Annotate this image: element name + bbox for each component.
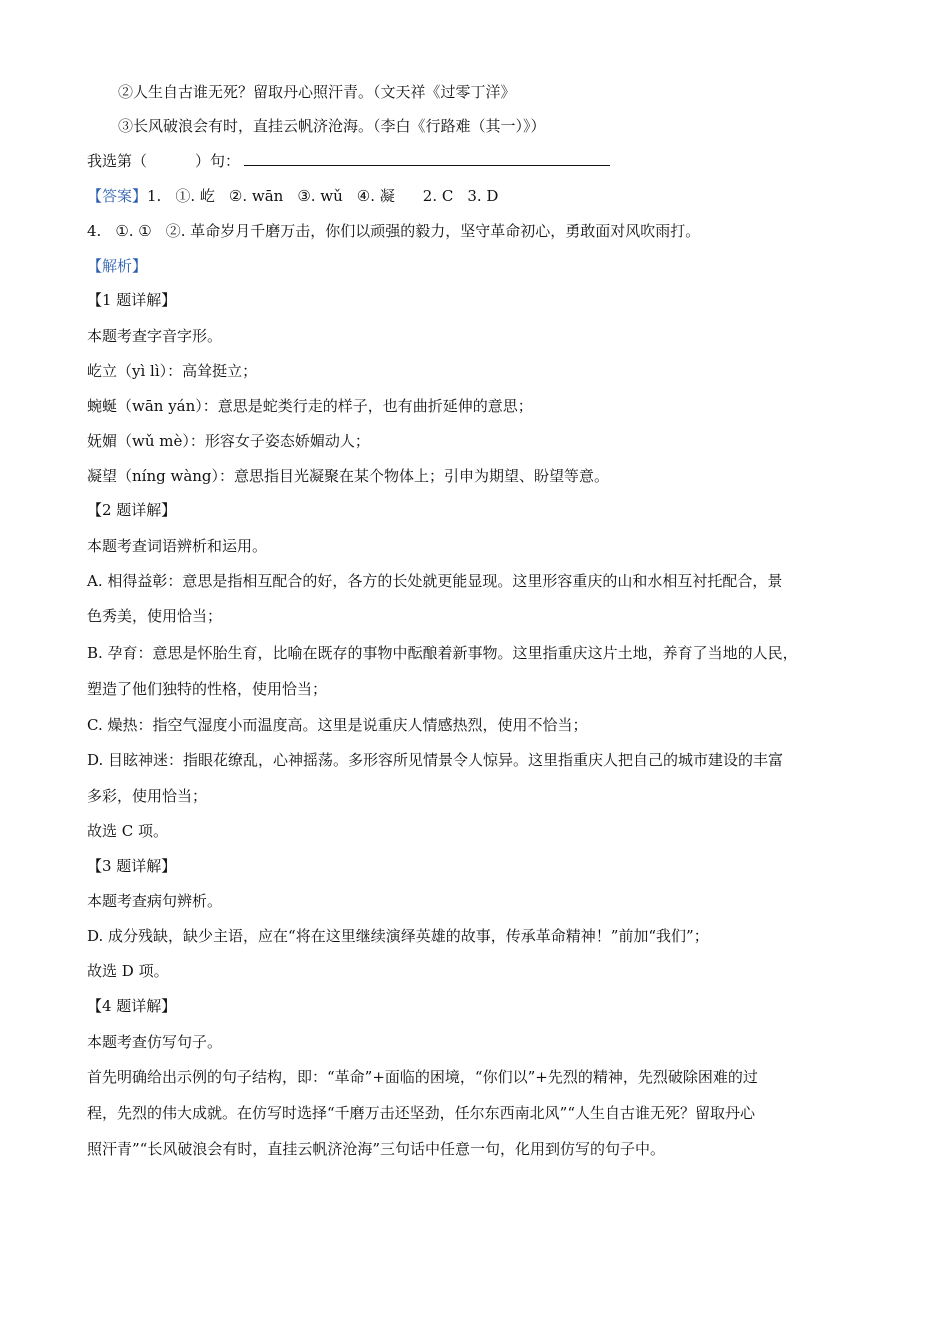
section-3-intro: 本题考查病句辨析。	[87, 892, 223, 910]
section-3-title: 【3 题详解】	[87, 857, 177, 875]
q1-number: 1.	[147, 187, 162, 205]
section-2-option-c: C. 燥热：指空气湿度小而温度高。这里是说重庆人情感热烈，使用不恰当；	[87, 716, 588, 734]
section-2-conclusion: 故选 C 项。	[87, 822, 169, 840]
section-3-option-d: D. 成分残缺，缺少主语，应在“将在这里继续演绎英雄的故事，传承革命精神！”前加“我们”；	[87, 927, 709, 945]
choice-mid: ）句：	[195, 152, 241, 170]
section-2-option-b-2: 塑造了他们独特的性格，使用恰当；	[87, 680, 328, 698]
section-4-intro: 本题考查仿写句子。	[87, 1033, 223, 1051]
choice-line	[87, 150, 610, 171]
section-2-title: 【2 题详解】	[87, 501, 177, 519]
section-1-intro: 本题考查字音字形。	[87, 327, 223, 345]
section-4-paragraph-1: 首先明确给出示例的句子结构，即：“革命”+面临的困境，“你们以”+先烈的精神，先烈破除困难的过	[87, 1068, 758, 1086]
section-1-item-1: 屹立（yì lì）：高耸挺立；	[87, 362, 258, 380]
section-2-option-a-1: A. 相得益彰：意思是指相互配合的好，各方的长处就更能显现。这里形容重庆的山和水相互衬托配合，景	[87, 572, 783, 590]
q2-answer: 2. C	[422, 187, 454, 205]
section-1-item-3: 妩媚（wǔ mè）：形容女子姿态娇媚动人；	[87, 432, 370, 450]
q4-number: 4.	[87, 222, 102, 240]
q1-answer-c: ③. wǔ	[297, 187, 343, 205]
poem-line-3: ③长风破浪会有时，直挂云帆济沧海。（李白《行路难（其一）》）	[118, 117, 546, 135]
analysis-label: 【解析】	[87, 257, 148, 275]
answer-line-1	[87, 186, 498, 206]
section-2-option-a-2: 色秀美，使用恰当；	[87, 607, 223, 625]
poem-line-2: ②人生自古谁无死？留取丹心照汗青。（文天祥《过零丁洋》	[118, 83, 516, 101]
section-3-conclusion: 故选 D 项。	[87, 962, 169, 980]
section-4-paragraph-3: 照汗青”“长风破浪会有时，直挂云帆济沧海”三句话中任意一句，化用到仿写的句子中。	[87, 1140, 666, 1158]
section-2-intro: 本题考查词语辨析和运用。	[87, 537, 268, 555]
section-4-paragraph-2: 程，先烈的伟大成就。在仿写时选择“千磨万击还坚劲，任尔东西南北风”“人生自古谁无死？留取丹心	[87, 1104, 756, 1122]
answer-blank[interactable]	[244, 150, 610, 166]
q1-answer-a: ①. 屹	[175, 187, 215, 205]
section-2-option-d-2: 多彩，使用恰当；	[87, 787, 208, 805]
q1-answer-b: ②. wān	[228, 187, 284, 205]
q4-answer-b: ②. 革命岁月千磨万击，你们以顽强的毅力，坚守革命初心，勇敢面对风吹雨打。	[165, 222, 701, 240]
q1-answer-d: ④. 凝	[356, 187, 395, 205]
section-4-title: 【4 题详解】	[87, 997, 177, 1015]
q4-answer-a: ①. ①	[115, 222, 152, 240]
section-1-title: 【1 题详解】	[87, 291, 177, 309]
answer-line-4	[87, 221, 700, 241]
section-2-option-b-1: B. 孕育：意思是怀胎生育，比喻在既存的事物中酝酿着新事物。这里指重庆这片土地，养育了当地的人民，	[87, 644, 798, 662]
q3-answer: 3. D	[467, 187, 499, 205]
section-1-item-2: 蜿蜒（wān yán）：意思是蛇类行走的样子，也有曲折延伸的意思；	[87, 397, 533, 415]
section-1-item-4: 凝望（níng wàng）：意思指目光凝聚在某个物体上；引申为期望、盼望等意。	[87, 467, 610, 485]
answer-label: 【答案】	[87, 187, 148, 205]
choice-prefix: 我选第（	[87, 152, 148, 170]
section-2-option-d-1: D. 目眩神迷：指眼花缭乱，心神摇荡。多形容所见情景令人惊异。这里指重庆人把自己的城市建设的丰富	[87, 751, 784, 769]
